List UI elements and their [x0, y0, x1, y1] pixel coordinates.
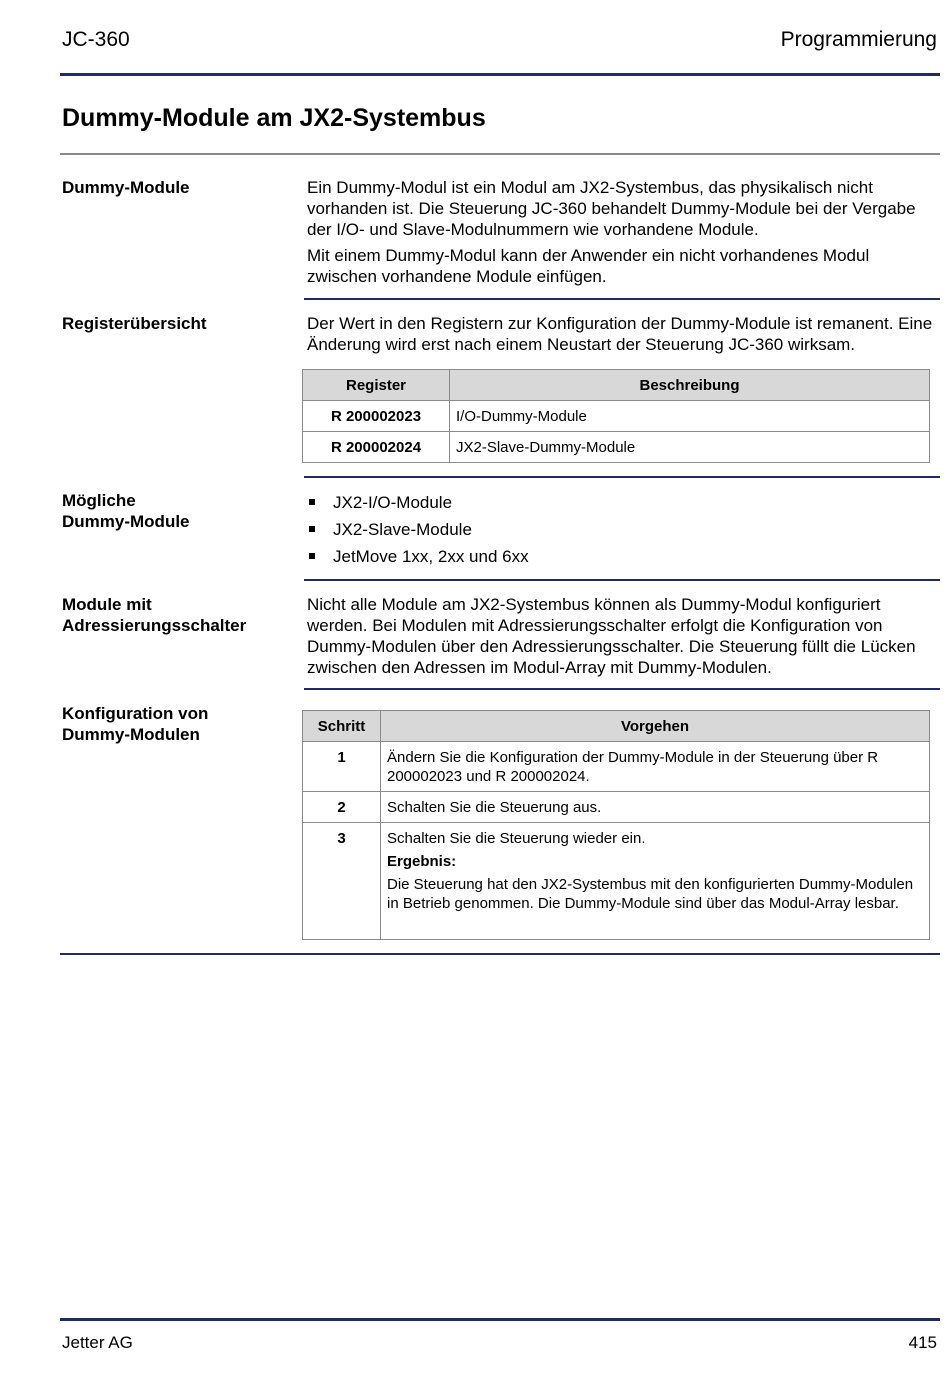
section-label-address-switch [62, 594, 292, 636]
table-row [303, 742, 930, 792]
step-description [381, 823, 930, 940]
list-item-label: JX2-I/O-Module [333, 493, 453, 512]
paragraph: Mit einem Dummy-Modul kann der Anwender ein nicht vorhandenes Modul zwischen vorhandene Module einfügen. [307, 246, 870, 286]
table-row [303, 792, 930, 823]
label-line: Module mit [62, 595, 152, 614]
step-description: Schalten Sie die Steuerung aus. [381, 792, 930, 823]
register-table [302, 369, 930, 463]
paragraph: Ein Dummy-Modul ist ein Modul am JX2-Systembus, das physikalisch nicht vorhanden ist. Die Steuerung JC-360 behandelt Dummy-Module bei der Vergabe der I/O- und Slave-Modulnummern wie vorhandene Module. [307, 178, 916, 239]
section-body-register: Der Wert in den Registern zur Konfiguration der Dummy-Module ist remanent. Eine Änderung wird erst nach einem Neustart der Steuerung JC-360 wirksam. [307, 314, 933, 354]
label-line: Adressierungsschalter [62, 616, 247, 635]
footer-rule [60, 1318, 940, 1321]
section-label-configuration [62, 703, 292, 745]
bullet-icon [309, 553, 315, 559]
header-chapter: Programmierung [780, 28, 937, 51]
table-header: Vorgehen [381, 711, 930, 742]
footer-company: Jetter AG [62, 1333, 133, 1352]
step-text: Schalten Sie die Steuerung wieder ein. [387, 830, 646, 847]
list-item-label: JX2-Slave-Module [333, 520, 472, 539]
step-number: 3 [303, 823, 381, 940]
bullet-icon [309, 526, 315, 532]
step-number: 2 [303, 792, 381, 823]
section-rule [304, 688, 940, 690]
label-line: Dummy-Modulen [62, 725, 200, 744]
section-rule [304, 298, 940, 300]
page-number: 415 [908, 1333, 937, 1352]
section-label-dummy-module: Dummy-Module [62, 178, 190, 197]
bullet-icon [309, 499, 315, 505]
label-line: Konfiguration von [62, 704, 209, 723]
header-rule [60, 73, 940, 76]
result-label: Ergebnis: [387, 853, 457, 870]
table-header: Schritt [303, 711, 381, 742]
list-item [307, 519, 939, 546]
section-rule [304, 476, 940, 478]
list-item [307, 492, 939, 519]
header-product: JC-360 [62, 28, 130, 51]
register-number: R 200002023 [303, 401, 450, 432]
result-text: Die Steuerung hat den JX2-Systembus mit den konfigurierten Dummy-Modulen in Betrieb genommen. Die Dummy-Module sind über das Modul-Array lesbar. [387, 876, 914, 912]
content-end-rule [60, 953, 940, 955]
table-row [303, 401, 930, 432]
procedure-table [302, 710, 930, 940]
section-label-possible [62, 490, 292, 532]
table-header-row [303, 370, 930, 401]
page-title: Dummy-Module am JX2-Systembus [62, 104, 486, 132]
label-line: Dummy-Module [62, 512, 190, 531]
table-row [303, 823, 930, 940]
possible-modules-list [307, 492, 939, 573]
table-header: Beschreibung [450, 370, 930, 401]
step-number: 1 [303, 742, 381, 792]
table-header: Register [303, 370, 450, 401]
register-description: I/O-Dummy-Module [450, 401, 930, 432]
list-item [307, 546, 939, 573]
register-description: JX2-Slave-Dummy-Module [450, 432, 930, 463]
title-rule [60, 153, 940, 155]
step-description: Ändern Sie die Konfiguration der Dummy-Module in der Steuerung über R 200002023 und R 200002024. [381, 742, 930, 792]
section-rule [304, 579, 940, 581]
table-row [303, 432, 930, 463]
label-line: Mögliche [62, 491, 136, 510]
table-header-row [303, 711, 930, 742]
section-label-register: Registerübersicht [62, 314, 207, 333]
section-body-address-switch: Nicht alle Module am JX2-Systembus können als Dummy-Modul konfiguriert werden. Bei Modulen mit Adressierungsschalter erfolgt die Konfiguration von Dummy-Modulen über den Adressierungsschalter. Die Steuerung füllt die Lücken zwischen den Adressen im Modul-Array mit Dummy-Modulen. [307, 595, 916, 677]
register-number: R 200002024 [303, 432, 450, 463]
section-body-dummy-module [307, 177, 939, 292]
list-item-label: JetMove 1xx, 2xx und 6xx [333, 547, 529, 566]
